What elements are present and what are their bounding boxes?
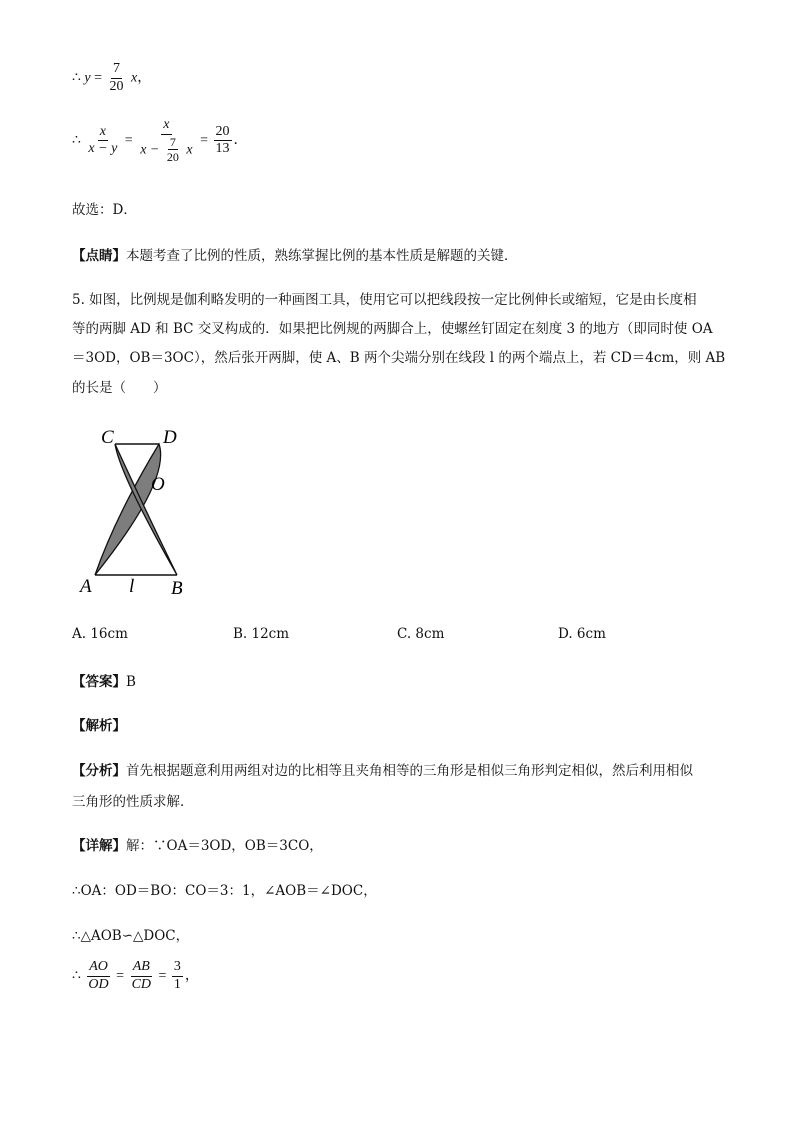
fraction-numerator: 7 <box>111 62 122 79</box>
label-b: B <box>171 578 183 599</box>
equals-sign: = <box>94 70 103 86</box>
fraction-3-1 <box>172 960 183 992</box>
therefore-symbol: ∴ <box>72 968 81 984</box>
fenxi-tag: 【分析】 <box>72 763 126 779</box>
fenxi-text-1: 首先根据题意利用两组对边的比相等且夹角相等的三角形是相似三角形判定相似，然后利用相似 <box>126 763 693 779</box>
denominator-suffix: x <box>186 142 193 157</box>
fraction-numerator: x <box>98 125 108 142</box>
answer-tag: 【答案】 <box>72 674 126 690</box>
equation-y-ratio <box>72 62 151 94</box>
fraction-ab-cd <box>130 960 153 992</box>
therefore-symbol: ∴ <box>72 133 81 149</box>
leg-ad <box>95 444 161 575</box>
fraction-numerator: x <box>161 118 171 135</box>
question-line-4: 的长是（ ） <box>72 380 167 396</box>
fraction-denominator: CD <box>131 976 152 992</box>
label-l: l <box>129 576 135 597</box>
fraction-numerator: AB <box>131 960 152 977</box>
variable-x: x <box>131 70 138 86</box>
fraction-denominator: OD <box>88 976 109 992</box>
option-b: B. 12cm <box>233 626 290 642</box>
fraction-numerator: AO <box>87 960 110 977</box>
fraction-ao-od <box>86 960 110 992</box>
therefore-symbol: ∴ <box>72 70 81 86</box>
equals-sign: = <box>124 133 133 149</box>
choice-line: 故选：D． <box>72 202 137 218</box>
equals-sign: = <box>200 133 208 149</box>
answer-line <box>72 670 136 690</box>
equation-x-over-x-minus-y <box>72 118 248 164</box>
fraction-denominator: x − y <box>88 141 118 157</box>
punctuation: ， <box>184 968 199 984</box>
xiangjie-line <box>72 834 323 854</box>
xiangjie-text: 解：∵OA＝3OD，OB＝3CO， <box>126 838 323 854</box>
fraction-numerator: 20 <box>214 125 232 142</box>
label-o: O <box>151 474 165 495</box>
question-line-3: ＝3OD，OB＝3OC），然后张开两脚，使 A、B 两个尖端分别在线段 l 的两个端点上，若 CD＝4cm，则 AB <box>72 350 726 366</box>
fraction-denominator: 1 <box>173 976 181 992</box>
inner-denominator: 20 <box>166 150 179 165</box>
fraction-numerator: 3 <box>172 960 183 977</box>
option-c: C. 8cm <box>397 626 445 642</box>
proportional-compass-figure <box>70 420 200 605</box>
punctuation: ， <box>137 70 152 86</box>
fraction-denominator: 20 <box>109 78 124 94</box>
fraction-denominator-compound <box>138 135 194 164</box>
fraction-x-over-x-minus-y <box>86 125 119 157</box>
step-similar-line: ∴△AOB∽△DOC， <box>72 928 190 944</box>
label-c: C <box>101 427 114 448</box>
equals-sign: = <box>116 968 125 984</box>
label-d: D <box>163 427 177 448</box>
denominator-prefix: x − <box>140 142 160 157</box>
punctuation: ． <box>233 133 248 149</box>
question-line-2: 等的两脚 AD 和 BC 交叉构成的．如果把比例规的两脚合上，使螺丝钉固定在刻度 3 的地方（即同时使 OA <box>72 321 713 337</box>
answer-value: B <box>126 674 136 690</box>
dianjing-text: 本题考查了比例的性质，熟练掌握比例的基本性质是解题的关键． <box>126 248 518 264</box>
step-ratio-line: ∴OA：OD＝BO：CO＝3：1，∠AOB＝∠DOC， <box>72 883 377 899</box>
option-d: D. 6cm <box>558 626 606 642</box>
fraction-x-over-compound <box>138 118 194 164</box>
inner-numerator: 7 <box>169 134 176 149</box>
fraction-20-13 <box>214 125 232 157</box>
label-a: A <box>80 576 92 597</box>
equation-similar-ratio <box>72 960 199 992</box>
fraction-denominator: 13 <box>215 141 230 157</box>
equals-sign: = <box>158 968 167 984</box>
variable-y: y <box>84 70 91 86</box>
fraction-7-20 <box>108 62 126 94</box>
fenxi-line-1 <box>72 759 693 779</box>
inner-fraction-7-20 <box>165 136 181 164</box>
fenxi-line-2: 三角形的性质求解． <box>72 794 194 810</box>
dianjing-paragraph <box>72 244 518 264</box>
dianjing-tag: 【点睛】 <box>72 248 126 264</box>
xiangjie-tag: 【详解】 <box>72 838 126 854</box>
jiexi-tag: 【解析】 <box>72 718 126 734</box>
option-a: A. 16cm <box>72 626 128 642</box>
question-line-1: 5. 如图，比例规是伽利略发明的一种画图工具，使用它可以把线段按一定比例伸长或缩短，它是由长度相 <box>72 292 697 308</box>
